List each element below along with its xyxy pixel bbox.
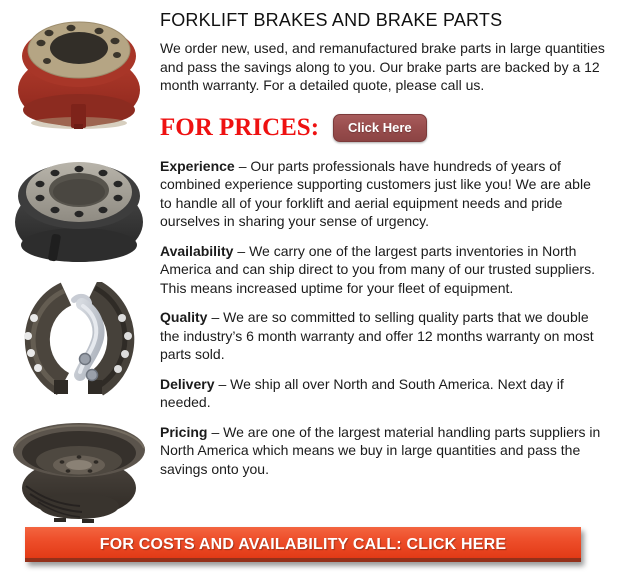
red-brake-drum-image [0,6,158,130]
section-text: – We ship all over North and South America. Next day if needed. [160,375,564,410]
intro-paragraph: We order new, used, and remanufactured brake parts in large quantities and pass the savings along to you. Our brake parts are backed by a 12 month warranty. For a detailed quote, please call us. [160,40,605,93]
gray-brake-drum-image [0,146,158,266]
brake-shoe-set-image [0,282,158,398]
section-experience [160,157,605,231]
page-title: FORKLIFT BRAKES AND BRAKE PARTS [160,10,503,30]
section-text: – Our parts professionals have hundreds of years of combined experience supporting customers just like you! We are able to handle all of your forklift and aerial equipment needs and pride ourselves in sharing your sense of urgency. [160,157,591,229]
product-image-column [0,0,158,576]
section-heading: Availability [160,242,234,259]
brake-shoe-set-graphic [4,282,154,398]
gray-brake-drum-graphic [10,146,148,266]
section-text: – We carry one of the largest parts inventories in North America and can ship direct to you from many of our trusted suppliers. This means increased uptime for your fleet of equipment. [160,242,595,296]
section-heading: Delivery [160,375,215,392]
cast-brake-drum-image [0,412,158,524]
red-brake-drum-graphic [14,6,144,130]
for-prices-row [160,114,605,142]
section-quality [160,308,605,364]
for-prices-label: FOR PRICES: [160,113,320,141]
cast-brake-drum-graphic [8,412,150,524]
click-here-button[interactable]: Click Here [333,114,427,142]
costs-availability-call-banner[interactable]: FOR COSTS AND AVAILABILITY CALL: CLICK HERE [25,527,581,562]
section-delivery [160,375,605,412]
section-heading: Experience [160,157,235,174]
section-text: – We are so committed to selling quality parts that we double the industry’s 6 month warranty and offer 12 months warranty on most parts sold. [160,309,594,362]
section-text: – We are one of the largest material handling parts suppliers in North America which means we buy in large quantities and pass the savings onto you. [160,423,601,477]
section-heading: Pricing [160,423,208,440]
section-pricing [160,423,605,479]
section-availability [160,242,605,298]
content-column [158,0,619,489]
section-heading: Quality [160,309,208,325]
